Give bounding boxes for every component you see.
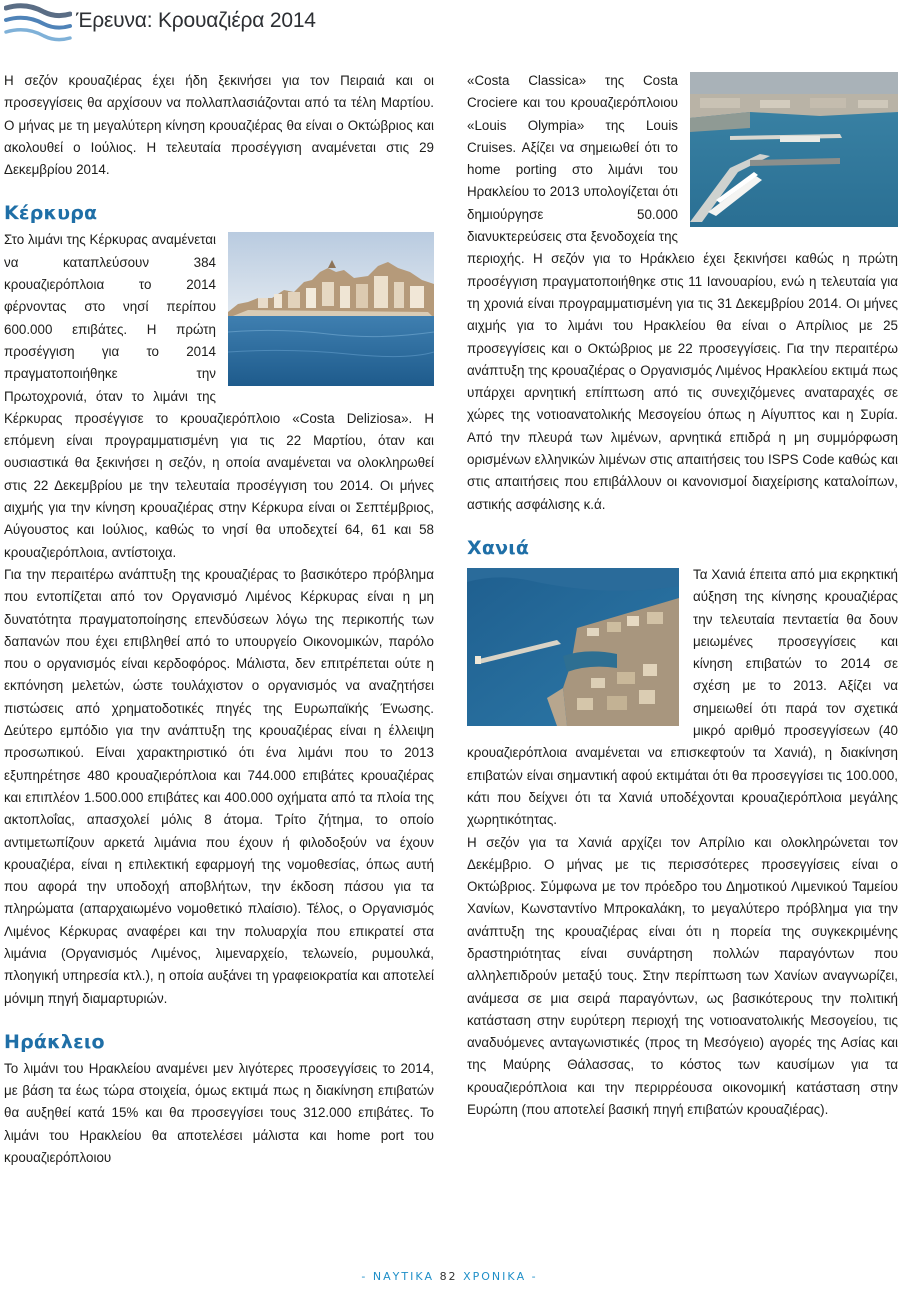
chania-paragraph-1: Τα Χανιά έπειτα από μια εκρηκτική αύξηση της κίνησης κρουαζιέρας την τελευταία πενταετία θα δουν μειωμένες προσεγγίσεις και κίνηση επιβατών το 2014 σε σχέση με το 2013. Αξίζει να σημειωθεί ότι παρά τον σχετικά μικρό αριθμό προσεγγίσεων (40 κρουαζιερόπλοια αναμένεται να επισκεφτούν τα Χανιά), η διακίνηση επιβατών είναι σημαντική αφού εκτιμάται ότι θα προσεγγίσει τις 100.000, κάτι που δείχνει ότι τα Χανιά υποδέχονται κρουαζιερόπλοια μεγάλης χωρητικότητας. — [467, 566, 898, 828]
section-heading-irakleio: Ηράκλειο — [4, 1030, 105, 1053]
wave-logo-icon — [4, 2, 72, 48]
section-heading-chania: Χανιά — [467, 536, 530, 559]
intro-paragraph: Η σεζόν κρουαζιέρας έχει ήδη ξεκινήσει για τον Πειραιά και οι προσεγγίσεις θα αρχίσουν να πολλαπλασιάζονται από τα τέλη Μαρτίου. Ο μήνας με τη μεγαλύτερη κίνηση κρουαζιέρας θα είναι ο Οκτώβριος και ακολουθεί ο Ιούλιος. Η τελευταία προσέγγιση αναμένεται στις 29 Δεκεμβρίου 2014. — [4, 73, 434, 178]
irakleio-paragraph-right: «Costa Classica» της Costa Crociere και του κρουαζιερόπλοιου «Louis Olympia» της Louis Cruises. Αξίζει να σημειωθεί ότι το home porting στο λιμάνι του Ηρακλείου το 2013 υπολογίζεται ότι δημιούργησε 50.000 διανυκτερεύσεις στα ξενοδοχεία της περιοχής. Η σεζόν για το Ηράκλειο έχει ξεκινήσει καθώς η πρώτη προσέγγιση πραγματοποιήθηκε στις 11 Ιανουαρίου, ενώ η τελευταία για τη χρονιά είναι προγραμματισμένη για τις 31 Δεκεμβρίου 2014. Οι μήνες αιχμής για το λιμάνι του Ηρακλείου θα είναι ο Απρίλιος με 25 προσεγγίσεις και ο Οκτώβριος με 22 προσεγγίσεις. Για την περαιτέρω ανάπτυξη της κρουαζιέρας ο Οργανισμός Λιμένος Ηρακλείου εκτιμά πως υπάρχει αρνητική επίπτωση από τις συνεχιζόμενες αναταραχές σε χώρες της νοτιοανατολικής Μεσογείου όπως η Αίγυπτος και η Συρία. Από την πλευρά των λιμένων, αρνητικά επιδρά η μη συμμόρφωση ορισμένων ελληνικών λιμένων στις απαιτήσεις του ISPS Code καθώς και στις απαιτήσεις που επιβάλλουν οι κανονισμοί διαχείρισης καταλοίπων, αστικής ασφάλισης κ.ά. — [467, 73, 898, 512]
heraklion-port-photo — [690, 72, 898, 227]
title-main: Κρουαζιέρα 2014 — [157, 9, 316, 32]
page-title — [76, 9, 316, 33]
footer-magazine-right: ΧΡΟΝΙΚΑ - — [463, 1270, 538, 1283]
kerkyra-paragraph-2: Για την περαιτέρω ανάπτυξη της κρουαζιέρας το βασικότερο πρόβλημα που εντοπίζεται από τον Οργανισμό Λιμένος Κέρκυρας είναι η μη δυνατότητα πραγματοποίησης επενδύσεων λόγω της περικοπής των δαπανών που έχει επιβληθεί από το υπουργείο Οικονομικών, παρόλο που ο οργανισμός είναι κερδοφόρος. Μάλιστα, δεν επιτρέπεται ούτε η εκπόνηση μελετών, ώστε τουλάχιστον ο οργανισμός να αναζητήσει πιστώσεις από χρηματοδοτικές πηγές της Ευρωπαϊκής Ένωσης. Δεύτερο εμπόδιο για την ανάπτυξη της κρουαζιέρας είναι η έλλειψη προσωπικού. Είναι χαρακτηριστικό ότι ένα λιμάνι που το 2013 εξυπηρέτησε 480 κρουαζιερόπλοια και 744.000 επιβάτες κρουαζιέρας και επιπλέον 1.500.000 επιβάτες και 400.000 οχήματα από τα πλοία της ακτοπλοΐας, απασχολεί μόλις 8 άτομα. Τρίτο ζήτημα, το οποίο αντιμετωπίζουν αρκετά λιμάνια που έχουν ή φιλοδοξούν να έχουν κρουαζιέρα, είναι η επιλεκτική εφαρμογή της νομοθεσίας, όπως αυτή που αφορά την υποδοχή αποβλήτων, την έκδοση πάσου για τα πληρώματα (απαρχαιωμένο νομοθετικό πλαίσιο). Τέλος, ο Οργανισμός Λιμένος Κέρκυρας αναφέρει και την πολυαρχία που επικρατεί στα λιμάνια (Οργανισμός Λιμένος, λιμεναρχείο, τελωνείο, ρυμουλκά, πλοηγική υπηρεσία κτλ.), η οποία αυξάνει τη γραφειοκρατία και αποτελεί μόνιμη πηγή διαμαρτυριών. — [4, 566, 434, 1006]
section-heading-kerkyra: Κέρκυρα — [4, 202, 98, 225]
left-column — [4, 70, 434, 1169]
right-column — [467, 70, 898, 1121]
corfu-photo — [228, 232, 434, 386]
chania-paragraph-2: Η σεζόν για τα Χανιά αρχίζει τον Απρίλιο και ολοκληρώνεται τον Δεκέμβριο. Ο μήνας με τις περισσότερες προσεγγίσεις είναι ο Οκτώβριος. Σύμφωνα με τον πρόεδρο του Δημοτικού Λιμενικού Ταμείου Χανίων, Κωνσταντίνο Μπροκαλάκη, το μεγαλύτερο πρόβλημα για την ανάπτυξη της κρουαζιέρας είναι ότι η πορεία της συγκεκριμένης δραστηριότητας είναι συνάρτηση πολλών παραγόντων που αλληλεπιδρούν μεταξύ τους. Στην περίπτωση των Χανίων αναγνωρίζει, ανάμεσα σε μια σειρά παραγόντων, ως βασικότερους την πολιτική κατάσταση στην ευρύτερη περιοχή της νοτιοανατολικής Μεσογείου, τις αναδυόμενες ανταγωνιστικές (προς τη Μεσόγειο) αγορές της Ασίας και της Μαύρης Θάλασσας, το κόστος των καυσίμων για τα κρουαζιερόπλοια και την περιρρέουσα οικονομική κατάσταση στην Ευρώπη (που αποτελεί βασική πηγή επιβατών κρουαζιέρας). — [467, 834, 898, 1118]
irakleio-paragraph-left: Το λιμάνι του Ηρακλείου αναμένει μεν λιγότερες προσεγγίσεις το 2014, με βάση τα έως τώρα στοιχεία, όμως εκτιμά πως η διακίνηση επιβατών θα αυξηθεί κατά 15% και θα προσεγγίσει τους 312.000 επιβάτες. Το λιμάνι του Ηρακλείου θα αποτελέσει μάλιστα και home port του κρουαζιερόπλοιου — [4, 1060, 434, 1166]
page-number: 82 — [439, 1270, 458, 1283]
kerkyra-paragraph-1: Στο λιμάνι της Κέρκυρας αναμένεται να καταπλεύσουν 384 κρουαζιερόπλοια το 2014 φέρνοντας στο νησί περίπου 600.000 επιβάτες. Η πρώτη προσέγγιση για το 2014 πραγματοποιήθηκε την Πρωτοχρονιά, όταν το λιμάνι της Κέρκυρας προσέγγισε το κρουαζιερόπλοιο «Costa Deliziosa». Η επόμενη είναι προγραμματισμένη για τις 22 Μαρτίου, όταν και ουσιαστικά θα ξεκινήσει η σεζόν, η οποία αναμένεται να ολοκληρωθεί στις 22 Δεκεμβρίου με την τελευταία προσέγγιση του 2014. Οι μήνες αιχμής για την κίνηση κρουαζιέρας στην Κέρκυρα είναι οι Σεπτέμβριος, Αύγουστος και Ιούλιος, καθώς το νησί θα υποδεχτεί 64, 61 και 58 κρουαζιερόπλοια, αντίστοιχα. — [4, 232, 434, 560]
page-footer — [0, 1270, 899, 1283]
page-header — [0, 0, 899, 52]
title-prefix: Έρευνα: — [76, 9, 153, 32]
chania-harbour-photo — [467, 568, 679, 726]
footer-magazine-left: - ΝΑΥΤΙΚΑ — [361, 1270, 435, 1283]
